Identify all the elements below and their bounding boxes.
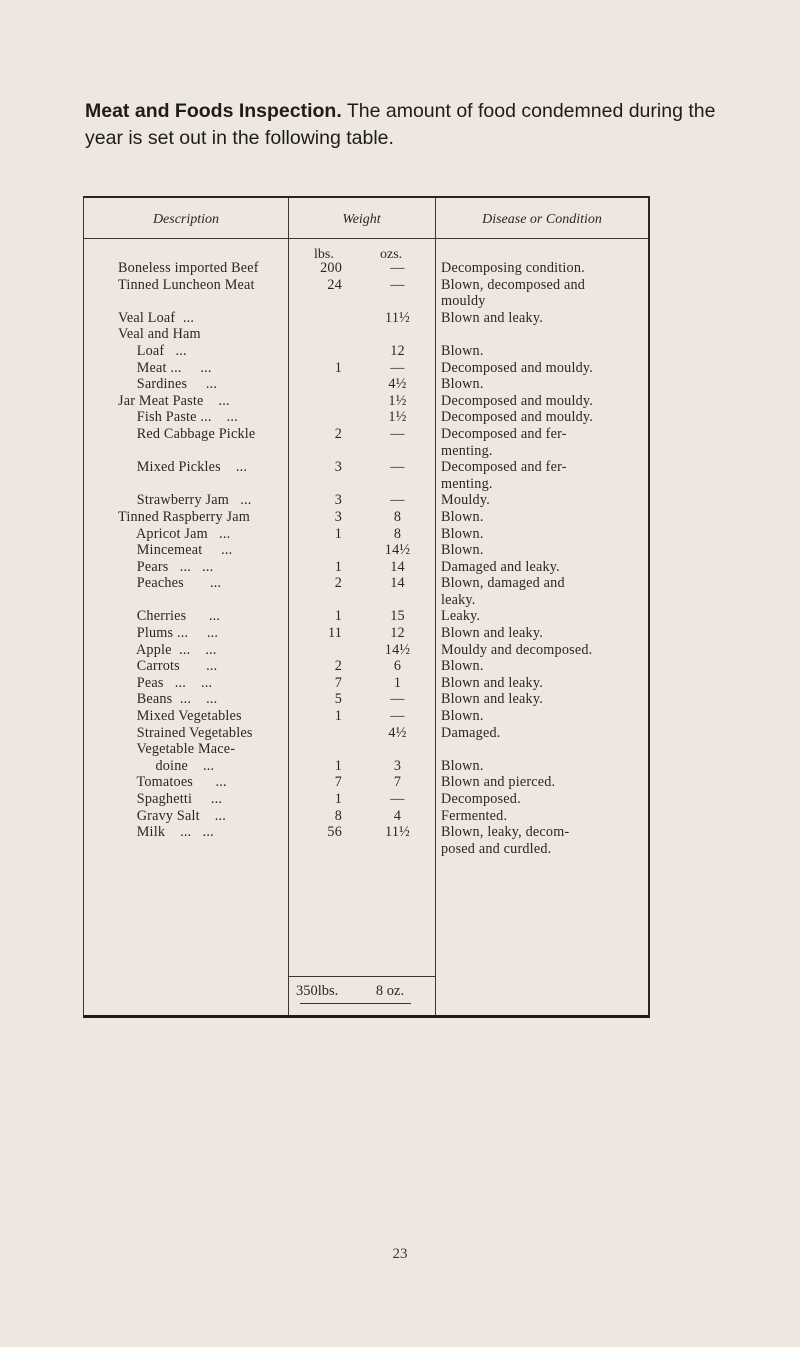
cell-ozs — [342, 443, 435, 460]
intro-text: The amount of food condemned during the year is set out in the following table. — [85, 100, 716, 149]
unit-lbs: lbs. — [314, 247, 334, 262]
cell-ozs: — — [390, 708, 405, 725]
cell-ozs: 4½ — [388, 376, 407, 393]
cell-condition: Leaky. — [441, 608, 481, 625]
cell-description: Cherries ... — [118, 608, 221, 625]
cell-ozs — [342, 326, 435, 343]
header-divider — [84, 238, 648, 239]
page-number: 23 — [392, 1246, 408, 1262]
cell-ozs: 12 — [390, 342, 405, 359]
intro-lead: Meat and Foods Inspection. — [85, 100, 342, 122]
cell-condition: Mouldy. — [441, 492, 490, 509]
cell-condition: Decomposed and fer- — [441, 459, 567, 476]
cell-ozs — [342, 741, 435, 758]
cell-condition: menting. — [441, 475, 493, 492]
cell-lbs: 3 — [334, 492, 342, 509]
cell-lbs — [288, 326, 342, 343]
cell-description — [84, 841, 288, 858]
table-row — [84, 426, 648, 443]
cell-lbs: 200 — [320, 260, 342, 276]
cell-condition: menting. — [441, 442, 493, 459]
table-row — [84, 741, 648, 758]
cell-lbs — [288, 642, 342, 659]
cell-description: Mixed Pickles ... — [118, 459, 248, 476]
table-row — [84, 575, 648, 592]
table-row — [84, 376, 648, 393]
cell-ozs: 15 — [390, 608, 405, 625]
cell-description — [84, 443, 288, 460]
table-row — [84, 409, 648, 426]
cell-condition: Damaged and leaky. — [441, 558, 560, 575]
cell-lbs: 1 — [334, 708, 342, 725]
cell-lbs — [288, 343, 342, 360]
condemned-food-table — [83, 196, 650, 1018]
cell-lbs: 7 — [334, 674, 342, 691]
total-weight — [296, 983, 404, 1000]
cell-lbs — [288, 542, 342, 559]
header-description: Description — [152, 212, 220, 227]
cell-lbs: 1 — [334, 608, 342, 625]
cell-ozs: — — [390, 359, 405, 376]
table-row — [84, 841, 648, 858]
table-row — [84, 326, 648, 343]
cell-lbs: 8 — [334, 807, 342, 824]
cell-lbs — [288, 476, 342, 493]
cell-condition: Damaged. — [441, 724, 501, 741]
cell-condition: Blown and leaky. — [441, 309, 543, 326]
cell-description: Apricot Jam ... — [118, 525, 231, 542]
table-row — [84, 725, 648, 742]
table-row — [84, 824, 648, 841]
cell-condition: posed and curdled. — [441, 840, 552, 857]
cell-condition: Decomposed and mouldy. — [441, 359, 594, 376]
cell-lbs: 7 — [334, 774, 342, 791]
unit-ozs: ozs. — [380, 247, 403, 262]
table-row — [84, 642, 648, 659]
cell-condition: Fermented. — [441, 807, 508, 824]
table-body — [84, 260, 648, 857]
table-row — [84, 260, 648, 277]
cell-description: Carrots ... — [118, 658, 218, 675]
cell-description — [84, 293, 288, 310]
cell-description: Apple ... ... — [118, 641, 217, 658]
cell-condition: mouldy — [441, 293, 486, 310]
cell-ozs — [342, 293, 435, 310]
cell-ozs: 11½ — [385, 309, 410, 326]
cell-description: Fish Paste ... ... — [118, 409, 238, 426]
cell-description — [84, 592, 288, 609]
cell-condition: Blown, damaged and — [441, 575, 565, 592]
cell-ozs: — — [390, 260, 405, 276]
cell-lbs: 1 — [334, 558, 342, 575]
cell-ozs: 4 — [393, 807, 402, 824]
cell-description: Jar Meat Paste ... — [118, 392, 230, 409]
table-row — [84, 277, 648, 294]
cell-description: Spaghetti ... — [118, 791, 223, 807]
cell-ozs: — — [390, 492, 405, 509]
table-row — [84, 658, 648, 675]
cell-ozs: 1 — [393, 674, 402, 691]
table-row — [84, 808, 648, 825]
cell-description: Strawberry Jam ... — [118, 492, 252, 509]
table-row — [84, 509, 648, 526]
table-row — [84, 293, 648, 310]
total-lbs: 350lbs. — [296, 983, 339, 999]
table-row — [84, 625, 648, 642]
cell-ozs: 1½ — [388, 409, 407, 426]
cell-lbs: 2 — [334, 575, 342, 592]
cell-condition: Mouldy and decomposed. — [441, 641, 593, 658]
table-row — [84, 459, 648, 476]
table-row — [84, 791, 648, 808]
cell-ozs: 8 — [393, 525, 402, 542]
cell-condition — [435, 741, 647, 758]
cell-condition: Blown. — [441, 658, 484, 675]
table-row — [84, 343, 648, 360]
cell-ozs: — — [390, 691, 405, 708]
cell-condition: Blown. — [441, 342, 484, 359]
cell-description: Sardines ... — [118, 376, 218, 393]
cell-ozs: 14½ — [384, 542, 411, 559]
cell-condition: Blown. — [441, 542, 484, 559]
cell-condition — [435, 326, 647, 343]
cell-lbs — [288, 310, 342, 327]
header-condition: Disease or Condition — [482, 212, 602, 227]
total-ozs: 8 oz. — [375, 983, 405, 999]
cell-ozs: 4½ — [388, 724, 407, 741]
table-row — [84, 708, 648, 725]
cell-lbs — [288, 393, 342, 410]
cell-lbs — [288, 841, 342, 858]
table-row — [84, 393, 648, 410]
cell-description: Milk ... ... — [118, 824, 214, 841]
cell-ozs: — — [390, 791, 405, 807]
cell-condition: Decomposed. — [441, 791, 521, 807]
table-row — [84, 476, 648, 493]
cell-ozs: 14½ — [384, 641, 411, 658]
cell-description: Vegetable Mace- — [118, 741, 236, 758]
cell-description: Boneless imported Beef — [118, 260, 259, 276]
cell-lbs: 1 — [334, 757, 342, 774]
cell-ozs: 6 — [393, 658, 402, 675]
table-row — [84, 691, 648, 708]
cell-description: Tinned Luncheon Meat — [118, 276, 255, 293]
cell-ozs: 12 — [390, 625, 405, 642]
table-row — [84, 310, 648, 327]
cell-ozs — [342, 841, 435, 858]
header-weight: Weight — [342, 212, 381, 227]
cell-ozs: — — [390, 276, 405, 293]
cell-condition: Decomposed and fer- — [441, 425, 567, 442]
cell-lbs — [288, 741, 342, 758]
cell-condition: Blown and pierced. — [441, 774, 556, 791]
cell-ozs: 7 — [393, 774, 402, 791]
cell-condition: Blown and leaky. — [441, 625, 543, 642]
cell-description: Mixed Vegetables — [118, 708, 242, 725]
cell-condition: Blown, leaky, decom- — [441, 824, 570, 841]
cell-description: Peas ... ... — [118, 674, 213, 691]
intro-paragraph — [85, 98, 745, 152]
cell-description: Loaf ... — [118, 342, 187, 359]
cell-ozs: 1½ — [388, 392, 407, 409]
cell-condition: Decomposing condition. — [441, 260, 585, 276]
cell-description: Pears ... ... — [118, 558, 214, 575]
cell-lbs: 3 — [334, 508, 342, 525]
cell-description: Strained Vegetables — [118, 724, 253, 741]
cell-lbs — [288, 443, 342, 460]
cell-lbs: 2 — [334, 658, 342, 675]
cell-condition: Blown, decomposed and — [441, 276, 586, 293]
cell-condition: leaky. — [441, 591, 476, 608]
cell-ozs: 14 — [390, 575, 405, 592]
cell-lbs: 24 — [327, 276, 342, 293]
cell-description: Beans ... ... — [118, 691, 218, 708]
table-row — [84, 758, 648, 775]
cell-description: Mincemeat ... — [118, 542, 233, 559]
cell-description: Peaches ... — [118, 575, 222, 592]
cell-lbs: 1 — [334, 359, 342, 376]
cell-condition: Decomposed and mouldy. — [441, 409, 594, 426]
table-row — [84, 526, 648, 543]
cell-ozs: 14 — [390, 558, 405, 575]
cell-lbs — [288, 293, 342, 310]
cell-condition: Blown. — [441, 376, 484, 393]
cell-condition: Blown. — [441, 525, 484, 542]
cell-lbs: 5 — [334, 691, 342, 708]
cell-lbs: 1 — [334, 525, 342, 542]
cell-ozs: — — [390, 459, 405, 476]
table-row — [84, 492, 648, 509]
cell-description: Tomatoes ... — [118, 774, 227, 791]
cell-ozs: — — [390, 425, 405, 442]
table-row — [84, 443, 648, 460]
table-row — [84, 608, 648, 625]
cell-description: doine ... — [118, 757, 215, 774]
cell-description: Tinned Raspberry Jam — [118, 508, 250, 525]
cell-condition: Blown and leaky. — [441, 691, 543, 708]
cell-condition: Blown. — [441, 757, 484, 774]
cell-ozs — [342, 592, 435, 609]
cell-description: Red Cabbage Pickle — [118, 425, 256, 442]
cell-lbs: 56 — [327, 824, 342, 841]
cell-condition: Blown. — [441, 708, 484, 725]
table-row — [84, 360, 648, 377]
cell-description: Veal Loaf ... — [118, 309, 195, 326]
cell-condition: Decomposed and mouldy. — [441, 392, 594, 409]
total-rule — [288, 976, 435, 977]
table-row — [84, 592, 648, 609]
cell-lbs — [288, 376, 342, 393]
cell-description — [84, 476, 288, 493]
cell-lbs: 11 — [327, 625, 342, 642]
cell-ozs: 8 — [393, 508, 402, 525]
cell-description: Gravy Salt ... — [118, 807, 227, 824]
cell-description: Plums ... ... — [118, 625, 219, 642]
cell-lbs — [288, 725, 342, 742]
table-row — [84, 559, 648, 576]
cell-description: Veal and Ham — [118, 326, 201, 343]
cell-ozs: 11½ — [385, 824, 410, 841]
cell-lbs: 3 — [334, 459, 342, 476]
cell-ozs — [342, 476, 435, 493]
cell-lbs: 1 — [334, 791, 342, 807]
cell-lbs — [288, 592, 342, 609]
cell-ozs: 3 — [393, 757, 402, 774]
cell-condition: Blown and leaky. — [441, 674, 543, 691]
table-row — [84, 774, 648, 791]
total-rule-bottom — [300, 1003, 411, 1004]
table-row — [84, 675, 648, 692]
cell-description: Meat ... ... — [118, 359, 212, 376]
cell-lbs — [288, 409, 342, 426]
table-row — [84, 542, 648, 559]
cell-lbs: 2 — [334, 425, 342, 442]
cell-condition: Blown. — [441, 508, 484, 525]
